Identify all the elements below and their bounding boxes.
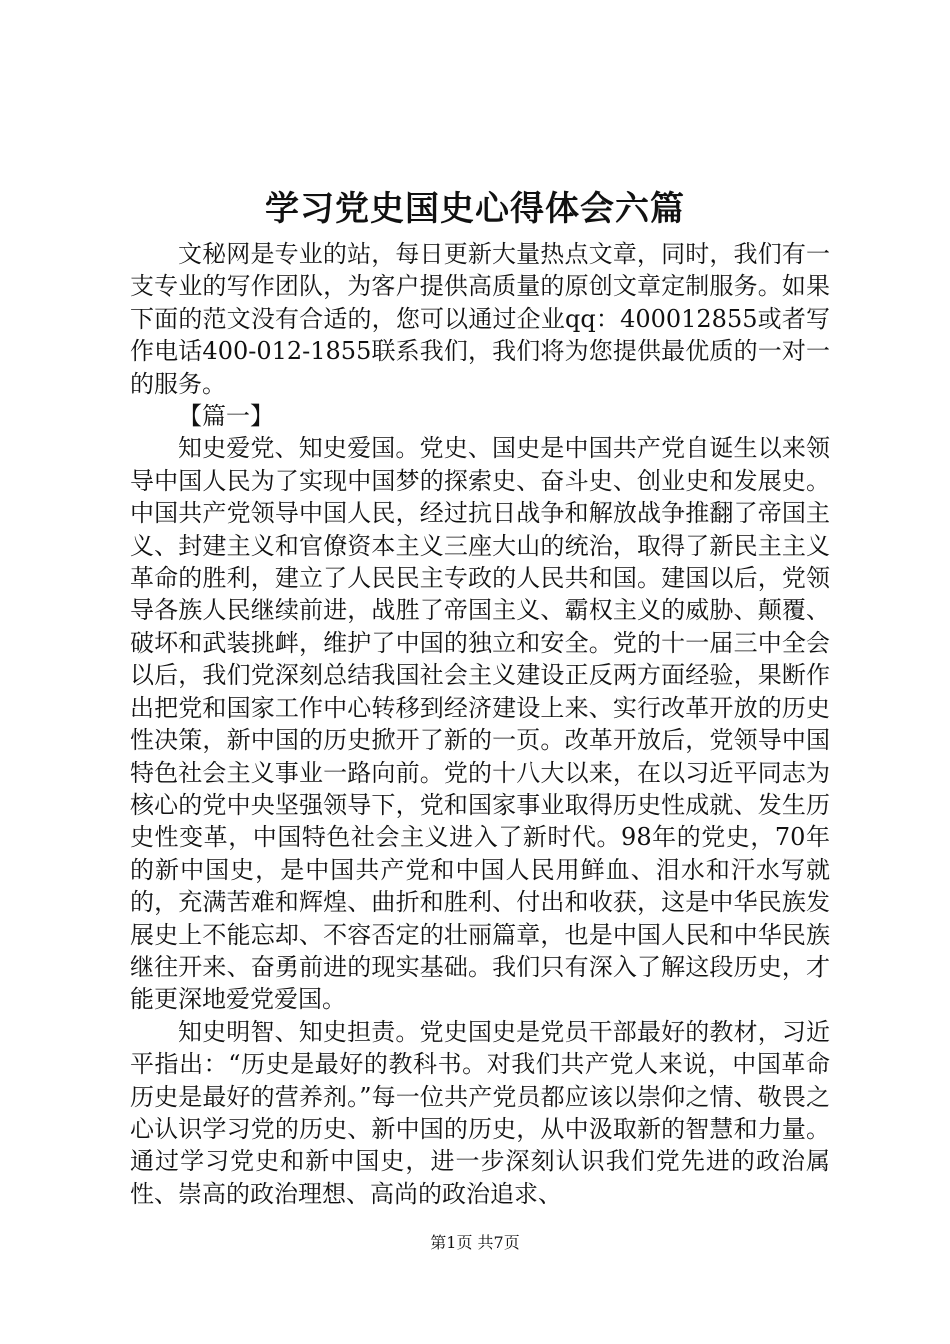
document-body (130, 238, 830, 1210)
intro-paragraph: 文秘网是专业的站，每日更新大量热点文章，同时，我们有一支专业的写作团队，为客户提供高质量的原创文章定制服务。如果下面的范文没有合适的，您可以通过企业qq：400012855或者写作电话400-012-1855联系我们，我们将为您提供最优质的一对一的服务。 (130, 240, 830, 398)
body-paragraph: 知史爱党、知史爱国。党史、国史是中国共产党自诞生以来领导中国人民为了实现中国梦的探索史、奋斗史、创业史和发展史。中国共产党领导中国人民，经过抗日战争和解放战争推翻了帝国主义、封建主义和官僚资本主义三座大山的统治，取得了新民主主义革命的胜利，建立了人民民主专政的人民共和国。建国以后，党领导各族人民继续前进，战胜了帝国主义、霸权主义的威胁、颠覆、破坏和武装挑衅，维护了中国的独立和安全。党的十一届三中全会以后，我们党深刻总结我国社会主义建设正反两方面经验，果断作出把党和国家工作中心转移到经济建设上来、实行改革开放的历史性决策，新中国的历史掀开了新的一页。改革开放后，党领导中国特色社会主义事业一路向前。党的十八大以来，在以习近平同志为核心的党中央坚强领导下，党和国家事业取得历史性成就、发生历史性变革，中国特色社会主义进入了新时代。98年的党史，70年的新中国史，是中国共产党和中国人民用鲜血、泪水和汗水写就的，充满苦难和辉煌、曲折和胜利、付出和收获，这是中华民族发展史上不能忘却、不容否定的壮丽篇章，也是中国人民和中华民族继往开来、奋勇前进的现实基础。我们只有深入了解这段历史，才能更深地爱党爱国。 (130, 434, 830, 1014)
body-paragraph: 知史明智、知史担责。党史国史是党员干部最好的教材，习近平指出：“历史是最好的教科书。对我们共产党人来说，中国革命历史是最好的营养剂。”每一位共产党员都应该以崇仰之情、敬畏之心认识学习党的历史、新中国的历史，从中汲取新的智慧和力量。通过学习党史和新中国史，进一步深刻认识我们党先进的政治属性、崇高的政治理想、高尚的政治追求、 (130, 1017, 830, 1208)
page-number-footer: 第1页 共7页 (430, 1233, 520, 1252)
section-heading: 【篇一】 (178, 402, 274, 431)
document-title: 学习党史国史心得体会六篇 (265, 189, 685, 229)
